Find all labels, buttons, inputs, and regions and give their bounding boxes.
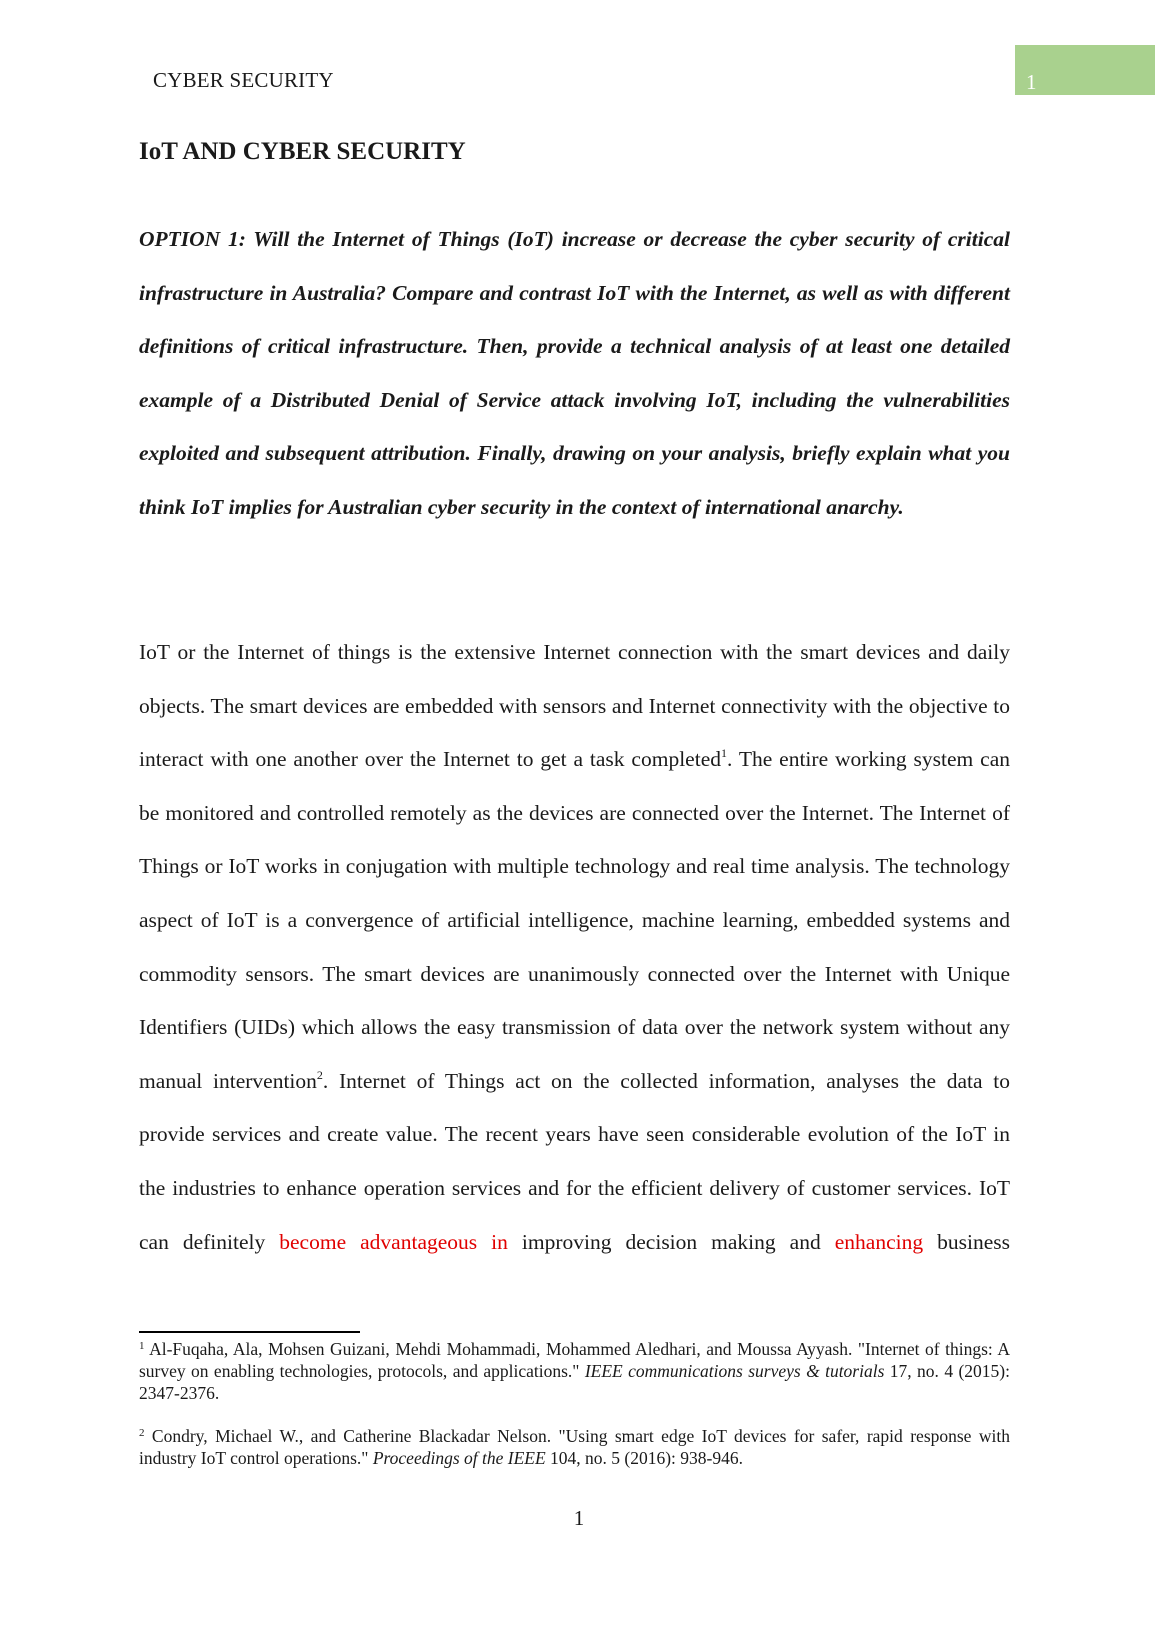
footnote-2-text: Condry, Michael W., and Catherine Blackadar Nelson. "Using smart edge IoT devices for safer, rapid response with industry IoT control operations." — [139, 1426, 1010, 1468]
body-paragraph — [139, 626, 1010, 1269]
body-text-part-1: IoT or the Internet of things is the extensive Internet connection with the smart devices and daily objects. The smart devices are embedded with sensors and Internet connectivity with the objective to interact with one another over the Internet to get a task completed — [139, 640, 1010, 772]
document-title: IoT AND CYBER SECURITY — [139, 138, 466, 165]
footnote-mark-2: 2 — [139, 1427, 145, 1439]
footnote-2-details: 104, no. 5 (2016): 938-946. — [545, 1448, 744, 1468]
page-number-tab — [1015, 45, 1155, 95]
footnote-2 — [139, 1425, 1010, 1469]
footnote-ref-2[interactable]: 2 — [316, 1067, 323, 1082]
footnote-separator — [139, 1331, 360, 1333]
option-prompt: OPTION 1: Will the Internet of Things (IoT) increase or decrease the cyber security of critical infrastructure in Australia? Compare and contrast IoT with the Internet, as well as with different definitions of critical infrastructure. Then, provide a technical analysis of at least one detailed example of a Distributed Denial of Service attack involving IoT, including the vulnerabilities exploited and subsequent attribution. Finally, drawing on your analysis, briefly explain what you think IoT implies for Australian cyber security in the context of international anarchy. — [139, 227, 1010, 519]
body-text-part-3: . Internet of Things act on the collected information, analyses the data to provide services and create value. The recent years have seen considerable evolution of the IoT in the industries to enhance operation services and for the efficient delivery of customer services. IoT can definitely — [139, 1068, 1011, 1254]
highlighted-text-2: enhancing — [834, 1229, 924, 1254]
body-text-part-4: improving decision making and — [507, 1229, 835, 1254]
footnote-ref-1[interactable]: 1 — [720, 746, 727, 761]
running-header-title: CYBER SECURITY — [153, 68, 334, 92]
page-tab-number: 1 — [1026, 70, 1037, 94]
footnote-1-source: IEEE communications surveys & tutorials — [584, 1361, 885, 1381]
footnote-1-text: Al-Fuqaha, Ala, Mohsen Guizani, Mehdi Mohammadi, Mohammed Aledhari, and Moussa Ayyash. "Internet of things: A survey on enabling technologies, protocols, and applications." — [139, 1339, 1010, 1381]
footnote-1 — [139, 1338, 1010, 1404]
footnote-2-source: Proceedings of the IEEE — [372, 1448, 546, 1468]
body-text-part-2: . The entire working system can be monitored and controlled remotely as the devices are connected over the Internet. The Internet of Things or IoT works in conjugation with multiple technology and real time analysis. The technology aspect of IoT is a convergence of artificial intelligence, machine learning, embedded systems and commodity sensors. The smart devices are unanimously connected over the Internet with Unique Identifiers (UIDs) which allows the easy transmission of data over the network system without any manual intervention — [139, 747, 1010, 1093]
footnote-1-details: 17, no. 4 (2015): 2347-2376. — [139, 1361, 1010, 1403]
highlighted-text-1: become advantageous in — [279, 1229, 508, 1254]
page-number: 1 — [573, 1506, 585, 1530]
body-text-part-5: business — [923, 1229, 1010, 1254]
footnote-mark-1: 1 — [139, 1340, 145, 1352]
